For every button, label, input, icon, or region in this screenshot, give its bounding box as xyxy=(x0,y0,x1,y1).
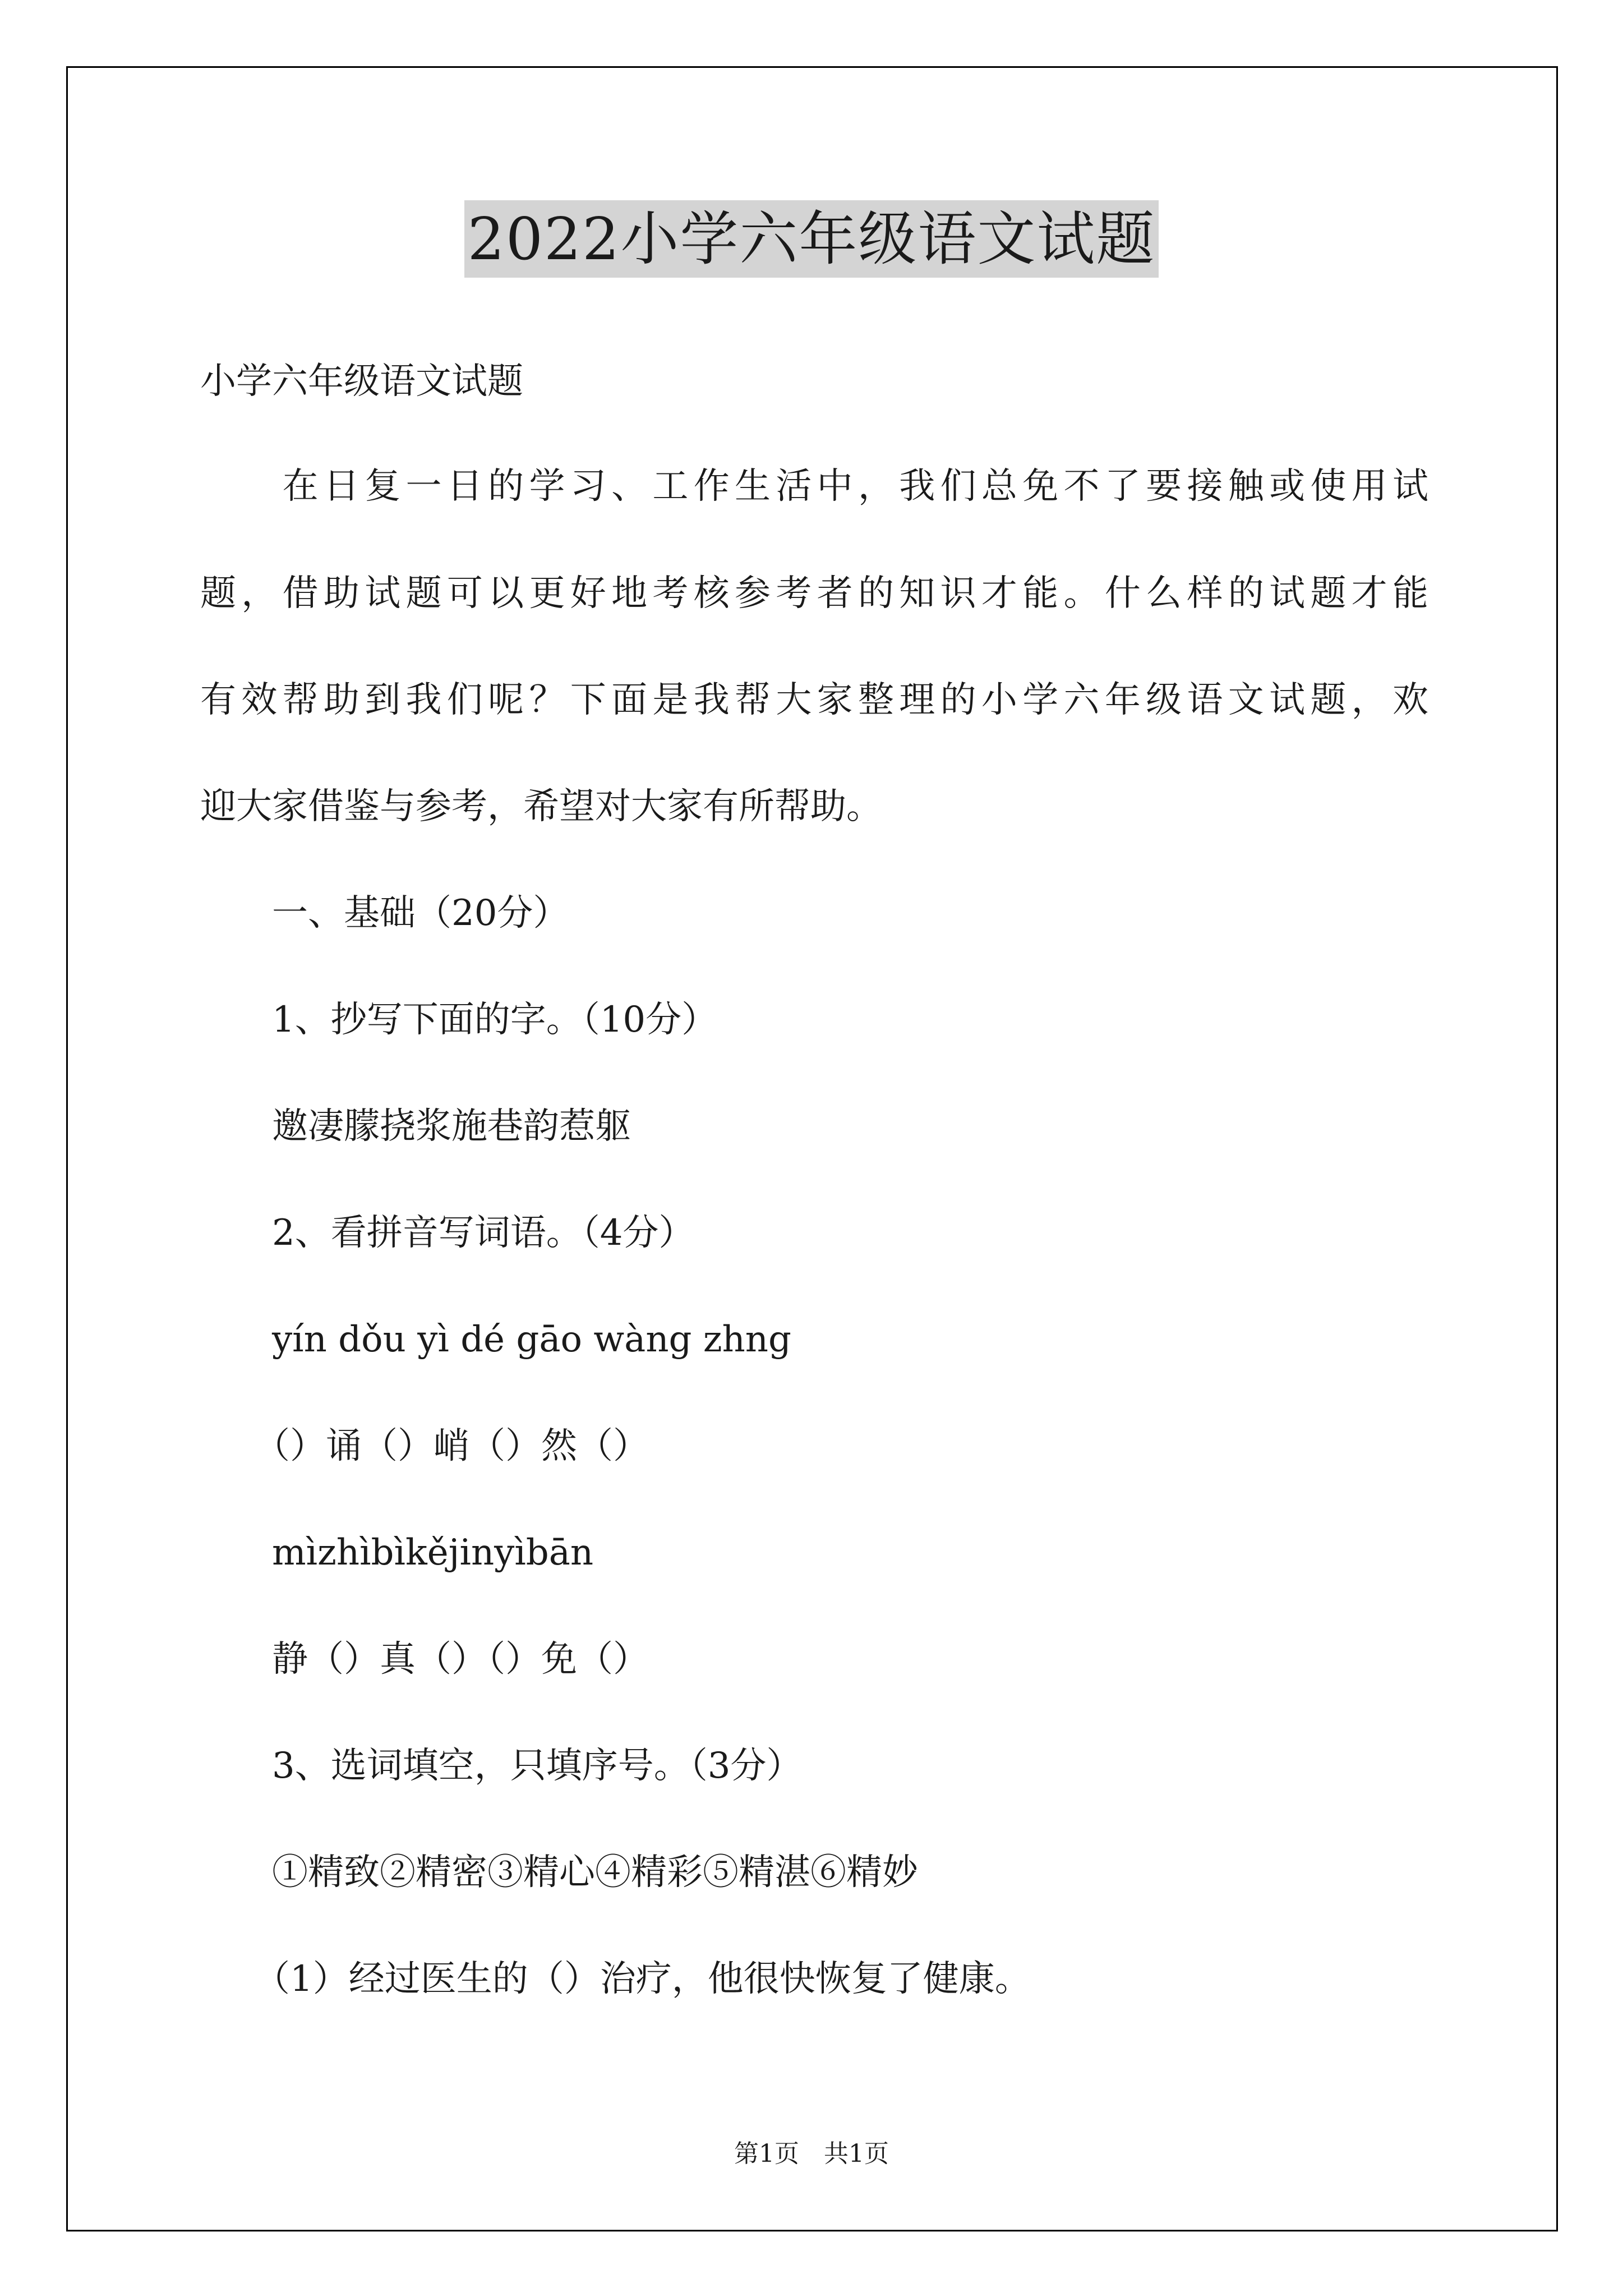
intro-line-2: 题，借助试题可以更好地考核参考者的知识才能。什么样的试题才能 xyxy=(200,573,1428,614)
question-3-options: ①精致②精密③精心④精彩⑤精湛⑥精妙 xyxy=(200,1852,918,1893)
question-1-characters: 邀凄朦挠浆施巷韵惹躯 xyxy=(200,1106,631,1147)
intro-line-3: 有效帮助到我们呢？下面是我帮大家整理的小学六年级语文试题，欢 xyxy=(200,679,1428,721)
section-heading-basics: 一、基础（20分） xyxy=(200,892,569,934)
question-2-pinyin-1: yín dǒu yì dé gāo wàng zhng xyxy=(200,1319,791,1360)
question-2-blanks-1: （）诵（）峭（）然（） xyxy=(200,1425,649,1467)
question-3-item-1: （1）经过医生的（）治疗，他很快恢复了健康。 xyxy=(200,1958,1031,2000)
question-1: 1、抄写下面的字。（10分） xyxy=(200,999,718,1041)
document-subtitle: 小学六年级语文试题 xyxy=(200,361,523,402)
page-footer: 第1页 共1页 xyxy=(734,2139,889,2168)
document-title: 2022小学六年级语文试题 xyxy=(464,200,1159,278)
question-2-blanks-2: 静（）真（）（）免（） xyxy=(200,1639,649,1680)
question-3: 3、选词填空，只填序号。（3分） xyxy=(200,1745,803,1787)
question-2-pinyin-2: mìzhìbìkějinyìbān xyxy=(200,1532,594,1573)
intro-line-1: 在日复一日的学习、工作生活中，我们总免不了要接触或使用试 xyxy=(200,466,1428,507)
question-2: 2、看拼音写词语。（4分） xyxy=(200,1212,695,1254)
title-container xyxy=(0,200,1623,278)
intro-line-4: 迎大家借鉴与参考，希望对大家有所帮助。 xyxy=(200,786,882,827)
